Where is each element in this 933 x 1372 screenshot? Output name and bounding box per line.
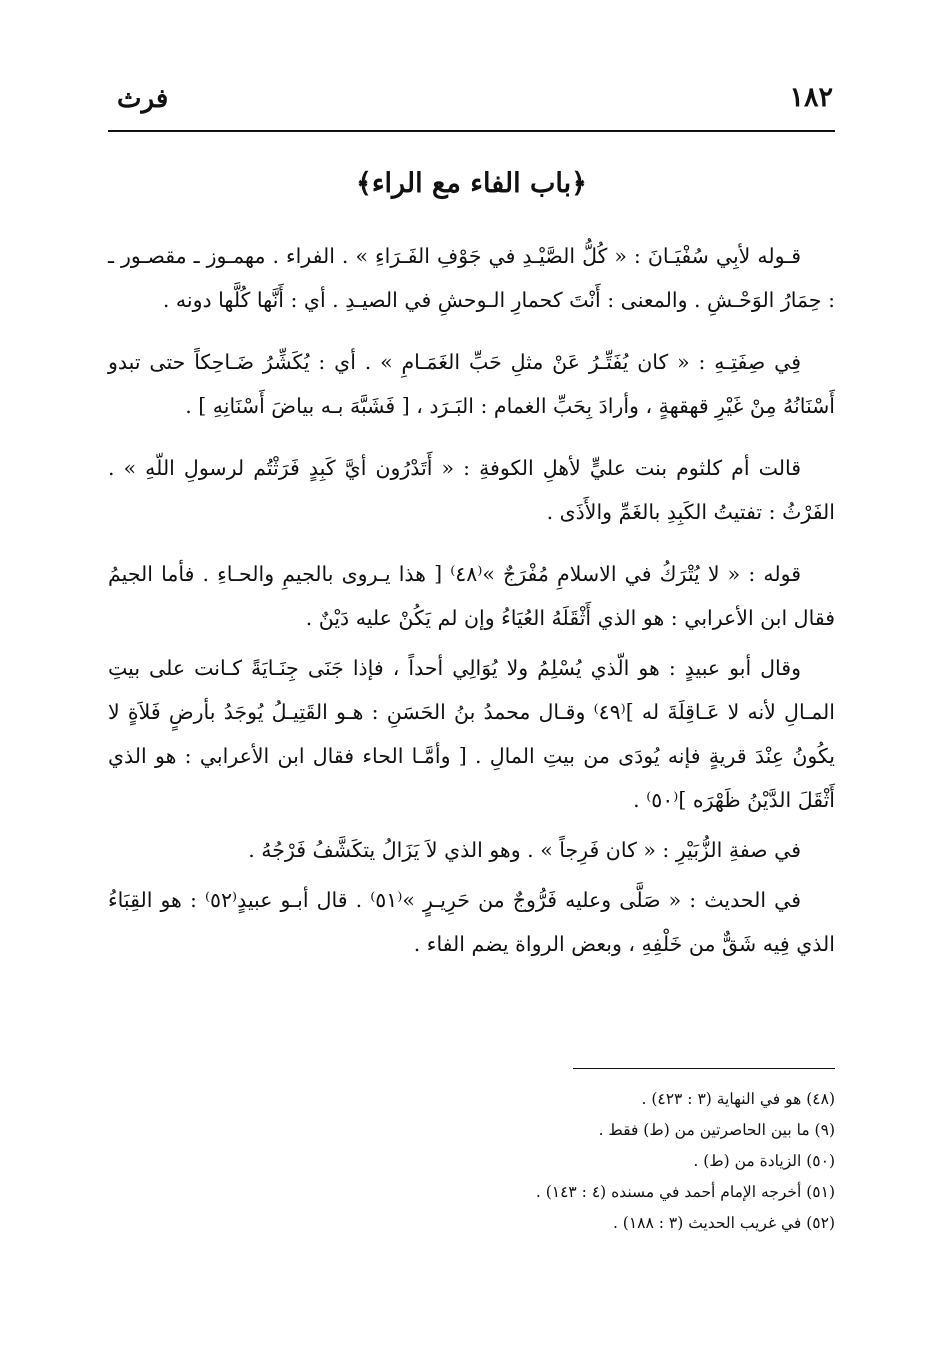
footnote-50: (٥٠) الزيادة من (ط) . bbox=[693, 1152, 835, 1170]
paragraph-farath: قالت أم كلثوم بنت عليٍّ لأهلِ الكوفةِ : « أَتَدْرُون أيَّ كَبِدٍ فَرَثْتُم لرسولِ اللّهِ » . الفَرْثُ : تفتيتُ الكَبِدِ بالغَمِّ والأَذَى . bbox=[108, 456, 835, 524]
paragraph-zubair: في صفةِ الزُّبَيْرِ : « كان فَرِجاً » . وهو الذي لاَ يَزَالُ يتكَشَّفُ فَرْجُهُ . bbox=[248, 838, 801, 862]
page-number: ١٨٢ bbox=[789, 82, 833, 113]
footnote-51: (٥١) أخرجه الإمام أحمد في مسنده (٤ : ١٤٣) . bbox=[535, 1183, 835, 1201]
section-title: ﴿باب الفاء مع الراء﴾ bbox=[356, 168, 587, 199]
main-text bbox=[108, 234, 835, 984]
footnotes bbox=[108, 1084, 835, 1239]
footnote-rule bbox=[573, 1068, 835, 1069]
paragraph-mufraj: قوله : « لا يُتْرَكُ في الاسلامِ مُفْرَجٌ »⁽٤٨⁾ [ هذا يـروى بالجيمِ والحـاءِ . فأما الجيمُ فقال ابن الأعرابي : هو الذي أَثْقَلَهُ العُيَاءُ وإن لم يَكُنْ عليه دَيْنٌ . bbox=[108, 562, 835, 630]
paragraph-farra: قـوله لأبِي سُفْيَـانَ : « كُلُّ الصَّيْـدِ في جَوْفِ الفَـرَاءِ » . الفراء . مهمـوز ـ مقصـور ـ : حِمَارُ الوَحْـشِ . والمعنى : أَنْتَ كحمارِ الـوحشِ في الصيـدِ . أي : أَنَّها كُلَّها دونه . bbox=[108, 244, 835, 312]
running-header-word: فرث bbox=[117, 84, 169, 114]
footnote-52: (٥٢) في غريب الحديث (٣ : ١٨٨) . bbox=[612, 1214, 835, 1232]
footnote-48: (٤٨) هو في النهاية (٣ : ٤٢٣) . bbox=[641, 1090, 835, 1108]
paragraph-yufattir: فِي صِفَتِـهِ : « كان يُفَتِّـرُ عَنْ مثلِ حَبِّ الغَمَـامِ » . أي : يُكَشِّرُ ضَـاحِكاً حتى تبدو أَسْنَانُهُ مِنْ غَيْرِ قهقهةٍ ، وأرادَ بِحَبِّ الغمام : البَـرَد ، [ فَشَبَّهَ بـه بياضَ أَسْنَانِهِ ] . bbox=[108, 350, 835, 418]
header-rule bbox=[108, 130, 835, 132]
footnote-49: (٩) ما بين الحاصرتين من (ط) فقط . bbox=[598, 1121, 835, 1139]
paragraph-abu-ubaid: وقال أبو عبيدٍ : هو الّذي يُسْلِمُ ولا يُوَالِي أحداً ، فإذا جَنَى جِنَـايَةً كـانت على بيتِ المـالِ لأنه لا عَـاقِلَةَ له ]⁽٤٩⁾ وقـال محمدُ بنُ الحَسَنِ : هـو القَتِيـلُ يُوجَدُ بأرضٍ فَلاَةٍ لا يكُونُ عِنْدَ قريةٍ فإنه يُودَى من بيتِ المالِ . [ وأمَّـا الحاء فقال ابن الأعرابي : هو الذي أَثْقَلَ الدَّيْنُ ظَهْرَه ]⁽٥٠⁾ . bbox=[108, 656, 835, 812]
paragraph-farruj: في الحديث : « صَلَّى وعليه فَرُّوجٌ من حَرِيـرٍ »⁽٥١⁾ . قال أبـو عبيدٍ⁽٥٢⁾ : هو القِبَاءُ الذي فِيه شَقٌّ من خَلْفِهِ ، وبعض الرواة يضم الفاء . bbox=[108, 888, 835, 956]
